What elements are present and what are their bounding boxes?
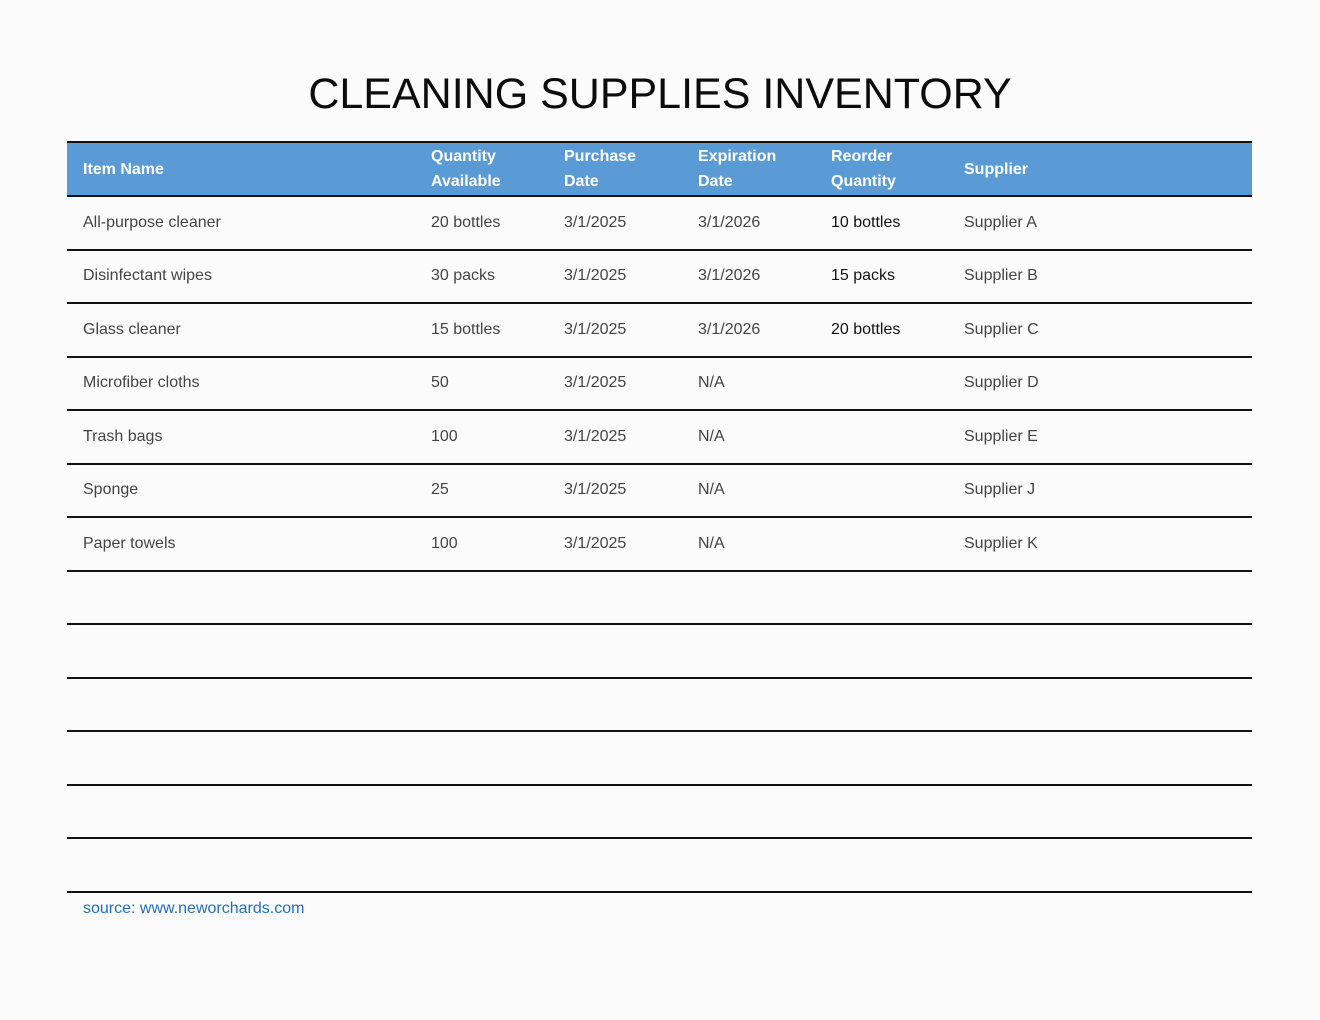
header-purchase-date: Purchase Date: [564, 148, 637, 190]
cell-quantity-available: [431, 679, 551, 731]
header-reorder-quantity: Reorder Quantity: [831, 148, 896, 190]
cell-quantity-available: 100: [431, 427, 458, 445]
cell-quantity-available: 100: [431, 534, 458, 552]
cell-quantity-available: [431, 732, 551, 784]
cell-quantity-available: 50: [431, 374, 449, 392]
cell-reorder-quantity: [831, 358, 951, 410]
cell-purchase-date: [564, 679, 684, 731]
cell-supplier: Supplier E: [964, 427, 1038, 445]
cell-item-name: All-purpose cleaner: [83, 213, 221, 231]
cell-reorder-quantity: [831, 572, 951, 624]
cell-purchase-date: 3/1/2025: [564, 481, 627, 499]
cell-expiration-date: 3/1/2026: [698, 267, 761, 285]
cell-quantity-available: 25: [431, 481, 449, 499]
cell-quantity-available: 30 packs: [431, 267, 496, 285]
cell-purchase-date: [564, 839, 684, 891]
cell-purchase-date: [564, 732, 684, 784]
cell-reorder-quantity: [831, 732, 951, 784]
table-header: [67, 141, 1252, 197]
cell-reorder-quantity: [831, 786, 951, 838]
cell-supplier: Supplier D: [964, 374, 1039, 392]
cell-purchase-date: 3/1/2025: [564, 213, 627, 231]
cell-supplier: [964, 732, 1164, 784]
cell-quantity-available: 20 bottles: [431, 213, 501, 231]
cell-reorder-quantity: [831, 839, 951, 891]
cell-purchase-date: 3/1/2025: [564, 267, 627, 285]
cell-item-name: Glass cleaner: [83, 320, 181, 338]
table-row: [67, 465, 1252, 519]
cell-supplier: [964, 786, 1164, 838]
cell-purchase-date: [564, 786, 684, 838]
cell-supplier: [964, 679, 1164, 731]
table-row: [67, 839, 1252, 893]
cell-expiration-date: [698, 679, 818, 731]
cell-purchase-date: 3/1/2025: [564, 374, 627, 392]
cell-supplier: Supplier J: [964, 481, 1036, 499]
cell-purchase-date: 3/1/2025: [564, 320, 627, 338]
cell-item-name: [83, 839, 413, 891]
cell-supplier: Supplier B: [964, 267, 1038, 285]
cell-quantity-available: [431, 839, 551, 891]
cell-purchase-date: 3/1/2025: [564, 427, 627, 445]
cell-quantity-available: 15 bottles: [431, 320, 501, 338]
cell-expiration-date: N/A: [698, 374, 725, 392]
cell-quantity-available: [431, 572, 551, 624]
cell-expiration-date: N/A: [698, 427, 725, 445]
cell-item-name: [83, 572, 413, 624]
cell-item-name: Trash bags: [83, 427, 163, 445]
cell-expiration-date: [698, 732, 818, 784]
cell-supplier: [964, 625, 1164, 677]
cell-supplier: Supplier A: [964, 213, 1037, 231]
header-item-name: Item Name: [83, 160, 164, 178]
cell-expiration-date: [698, 572, 818, 624]
cell-reorder-quantity: [831, 411, 951, 463]
table-row: [67, 251, 1252, 305]
header-expiration-date: Expiration Date: [698, 148, 777, 190]
cell-purchase-date: [564, 572, 684, 624]
cell-supplier: Supplier K: [964, 534, 1038, 552]
table-row: [67, 197, 1252, 251]
cell-item-name: [83, 625, 413, 677]
cell-item-name: Disinfectant wipes: [83, 267, 212, 285]
cell-expiration-date: [698, 839, 818, 891]
header-supplier: Supplier: [964, 160, 1029, 178]
table-row: [67, 304, 1252, 358]
cell-quantity-available: [431, 625, 551, 677]
cell-expiration-date: [698, 625, 818, 677]
table-row: [67, 411, 1252, 465]
cell-expiration-date: N/A: [698, 534, 725, 552]
cell-purchase-date: [564, 625, 684, 677]
cell-supplier: Supplier C: [964, 320, 1039, 338]
page-title: CLEANING SUPPLIES INVENTORY: [308, 70, 1012, 118]
cell-reorder-quantity: [831, 625, 951, 677]
cell-item-name: [83, 732, 413, 784]
cell-expiration-date: 3/1/2026: [698, 320, 761, 338]
cell-reorder-quantity: 20 bottles: [831, 320, 901, 338]
cell-reorder-quantity: [831, 518, 951, 570]
cell-item-name: [83, 679, 413, 731]
table-row: [67, 732, 1252, 786]
cell-item-name: [83, 786, 413, 838]
table-row: [67, 786, 1252, 840]
cell-supplier: [964, 572, 1164, 624]
cell-item-name: Sponge: [83, 481, 139, 499]
cell-quantity-available: [431, 786, 551, 838]
cell-reorder-quantity: [831, 465, 951, 517]
table-row: [67, 572, 1252, 626]
cell-item-name: Microfiber cloths: [83, 374, 200, 392]
table-row: [67, 625, 1252, 679]
cell-reorder-quantity: [831, 679, 951, 731]
cell-expiration-date: [698, 786, 818, 838]
cell-purchase-date: 3/1/2025: [564, 534, 627, 552]
cell-expiration-date: 3/1/2026: [698, 213, 761, 231]
cell-item-name: Paper towels: [83, 534, 176, 552]
cell-expiration-date: N/A: [698, 481, 725, 499]
cell-reorder-quantity: 15 packs: [831, 267, 896, 285]
source-link[interactable]: source: www.neworchards.com: [83, 900, 305, 917]
table-body: [67, 197, 1252, 893]
table-row: [67, 518, 1252, 572]
header-quantity-available: Quantity Available: [431, 148, 501, 190]
inventory-table: [67, 141, 1252, 893]
cell-reorder-quantity: 10 bottles: [831, 213, 901, 231]
table-row: [67, 358, 1252, 412]
cell-supplier: [964, 839, 1164, 891]
table-row: [67, 679, 1252, 733]
